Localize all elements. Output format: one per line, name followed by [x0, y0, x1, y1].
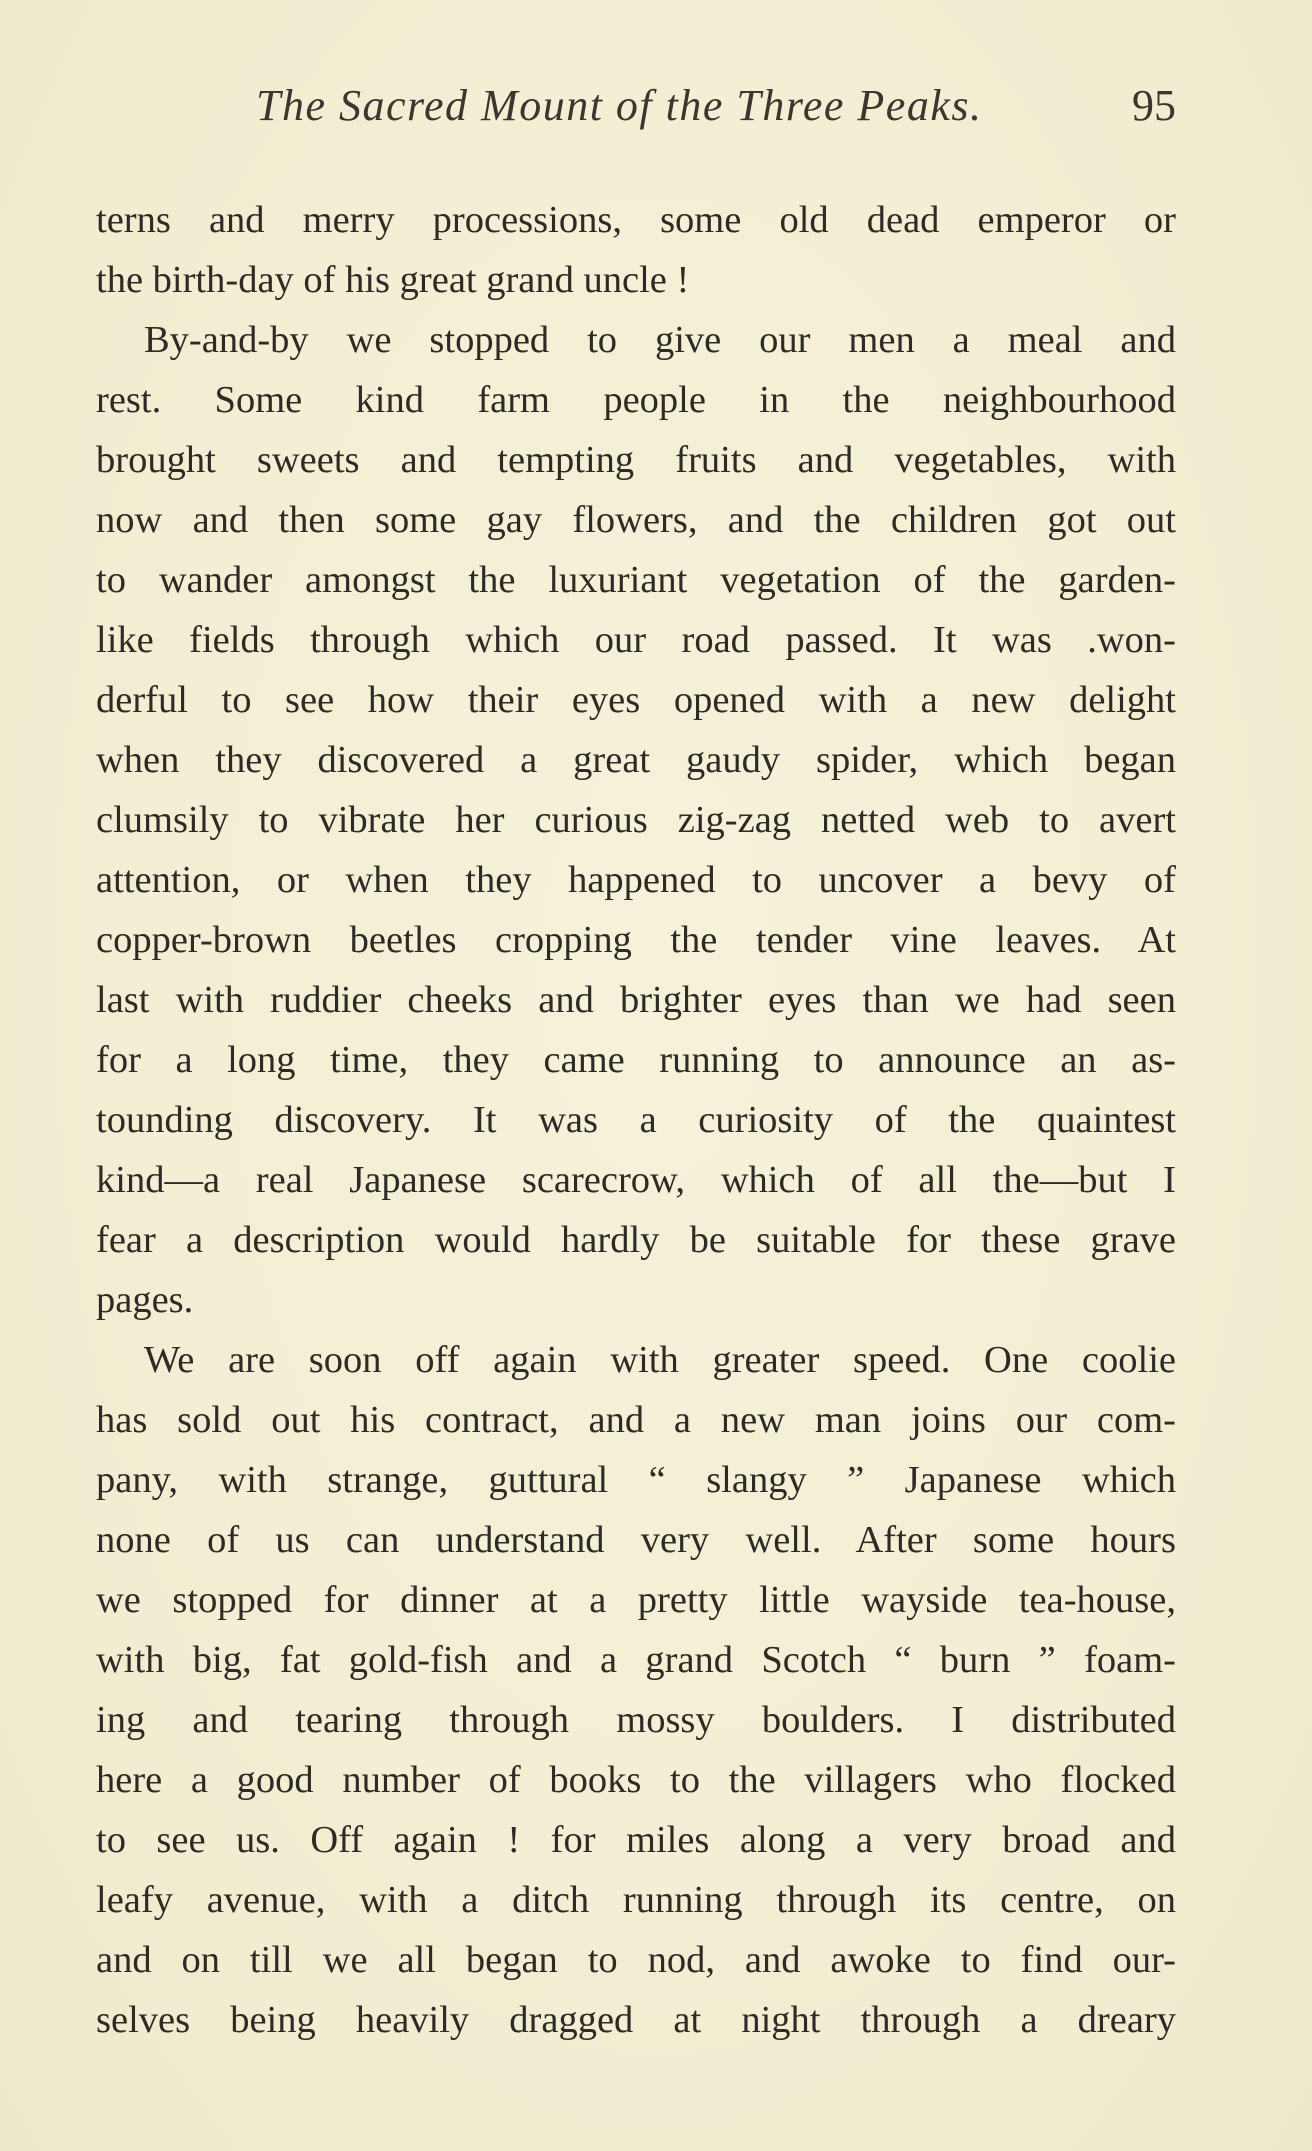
text-line: pany, with strange, guttural “ slangy ” Japanese which	[96, 1459, 1176, 1501]
body-text	[96, 190, 1176, 2050]
text-line: for a long time, they came running to announce an as-	[96, 1039, 1176, 1081]
text-line: to wander amongst the luxuriant vegetation of the garden-	[96, 559, 1176, 601]
text-line: ing and tearing through mossy boulders. I distributed	[96, 1699, 1176, 1741]
text-line: attention, or when they happened to uncover a bevy of	[96, 859, 1176, 901]
text-line: fear a description would hardly be suitable for these grave	[96, 1219, 1176, 1261]
text-line: when they discovered a great gaudy spider, which began	[96, 739, 1176, 781]
text-line: we stopped for dinner at a pretty little wayside tea-house,	[96, 1579, 1176, 1621]
text-line: By-and-by we stopped to give our men a meal and	[144, 319, 1176, 361]
text-line: clumsily to vibrate her curious zig-zag netted web to avert	[96, 799, 1176, 841]
text-line: copper-brown beetles cropping the tender vine leaves. At	[96, 919, 1176, 961]
text-line: last with ruddier cheeks and brighter eyes than we had seen	[96, 979, 1176, 1021]
text-line: like fields through which our road passed. It was .won-	[96, 619, 1176, 661]
text-line: to see us. Off again ! for miles along a very broad and	[96, 1819, 1176, 1861]
running-title: The Sacred Mount of the Three Peaks.	[256, 81, 983, 130]
text-line: rest. Some kind farm people in the neighbourhood	[96, 379, 1176, 421]
text-line: tounding discovery. It was a curiosity of the quaintest	[96, 1099, 1176, 1141]
text-line: selves being heavily dragged at night through a dreary	[96, 1999, 1176, 2041]
text-line: has sold out his contract, and a new man joins our com-	[96, 1399, 1176, 1441]
text-line: with big, fat gold-fish and a grand Scotch “ burn ” foam-	[96, 1639, 1176, 1681]
text-line: brought sweets and tempting fruits and vegetables, with	[96, 439, 1176, 481]
text-line: now and then some gay flowers, and the children got out	[96, 499, 1176, 541]
text-line: and on till we all began to nod, and awoke to find our-	[96, 1939, 1176, 1981]
running-head	[96, 80, 1176, 140]
text-line: leafy avenue, with a ditch running through its centre, on	[96, 1879, 1176, 1921]
text-line: terns and merry processions, some old dead emperor or	[96, 199, 1176, 241]
text-line: derful to see how their eyes opened with a new delight	[96, 679, 1176, 721]
text-line: none of us can understand very well. After some hours	[96, 1519, 1176, 1561]
text-line: We are soon off again with greater speed. One coolie	[144, 1339, 1176, 1381]
text-line: here a good number of books to the villagers who flocked	[96, 1759, 1176, 1801]
text-line: pages.	[96, 1279, 194, 1321]
text-line: kind—a real Japanese scarecrow, which of all the—but I	[96, 1159, 1176, 1201]
text-line: the birth-day of his great grand uncle !	[96, 259, 690, 301]
page-number: 95	[1132, 81, 1176, 130]
